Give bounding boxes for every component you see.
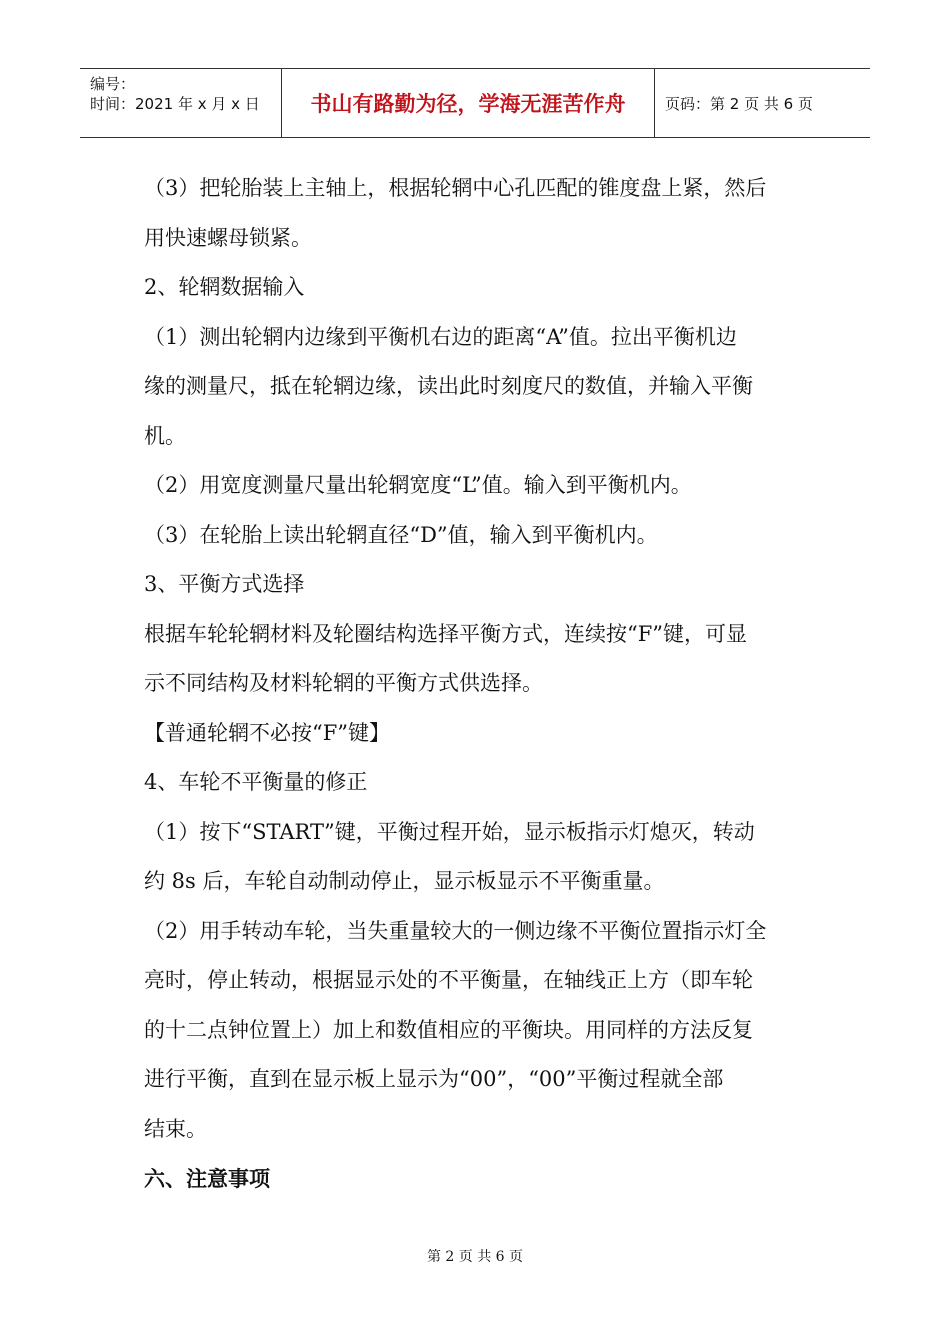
section-heading: 2、轮辋数据输入 bbox=[144, 275, 305, 299]
body-line: 示不同结构及材料轮辋的平衡方式供选择。 bbox=[144, 671, 543, 695]
body-line: （3）把轮胎装上主轴上，根据轮辋中心孔匹配的锥度盘上紧，然后 bbox=[144, 176, 767, 200]
body-line: 机。 bbox=[144, 423, 186, 448]
body-line: （3）在轮胎上读出轮辋直径“D”值，输入到平衡机内。 bbox=[144, 522, 658, 547]
document-date-label: 时间：2021 年 x 月 x 日 bbox=[90, 95, 260, 113]
chapter-heading: 六、注意事项 bbox=[144, 1166, 270, 1191]
page-footer: 第 2 页 共 6 页 bbox=[426, 1249, 524, 1265]
body-line: 进行平衡，直到在显示板上显示为“00”，“00”平衡过程就全部 bbox=[144, 1067, 724, 1091]
section-heading: 3、平衡方式选择 bbox=[144, 572, 305, 596]
body-line: （2）用宽度测量尺量出轮辋宽度“L”值。输入到平衡机内。 bbox=[144, 473, 692, 497]
page-header bbox=[80, 68, 870, 138]
body-note: 【普通轮辋不必按“F”键】 bbox=[144, 720, 391, 745]
document-body bbox=[144, 164, 814, 1204]
body-line: 的十二点钟位置上）加上和数值相应的平衡块。用同样的方法反复 bbox=[144, 1017, 753, 1042]
body-line: （1）按下“START”键，平衡过程开始，显示板指示灯熄灭，转动 bbox=[144, 819, 755, 844]
body-line: （1）测出轮辋内边缘到平衡机右边的距离“A”值。拉出平衡机边 bbox=[144, 324, 737, 349]
body-line: 约 8s 后，车轮自动制动停止，显示板显示不平衡重量。 bbox=[144, 869, 665, 893]
body-line: 用快速螺母锁紧。 bbox=[144, 225, 312, 250]
body-line: 根据车轮轮辋材料及轮圈结构选择平衡方式，连续按“F”键，可显 bbox=[144, 621, 748, 646]
body-line: （2）用手转动车轮，当失重量较大的一侧边缘不平衡位置指示灯全 bbox=[144, 918, 767, 943]
header-motto: 书山有路勤为径，学海无涯苦作舟 bbox=[282, 69, 655, 137]
header-page-number: 页码：第 2 页 共 6 页 bbox=[665, 94, 813, 113]
document-number-label: 编号： bbox=[90, 75, 136, 93]
section-heading: 4、车轮不平衡量的修正 bbox=[144, 770, 368, 794]
body-line: 缘的测量尺，抵在轮辋边缘，读出此时刻度尺的数值，并输入平衡 bbox=[144, 374, 753, 398]
body-line: 亮时，停止转动，根据显示处的不平衡量，在轴线正上方（即车轮 bbox=[144, 968, 753, 992]
header-meta bbox=[80, 69, 282, 137]
body-line: 结束。 bbox=[144, 1116, 207, 1141]
